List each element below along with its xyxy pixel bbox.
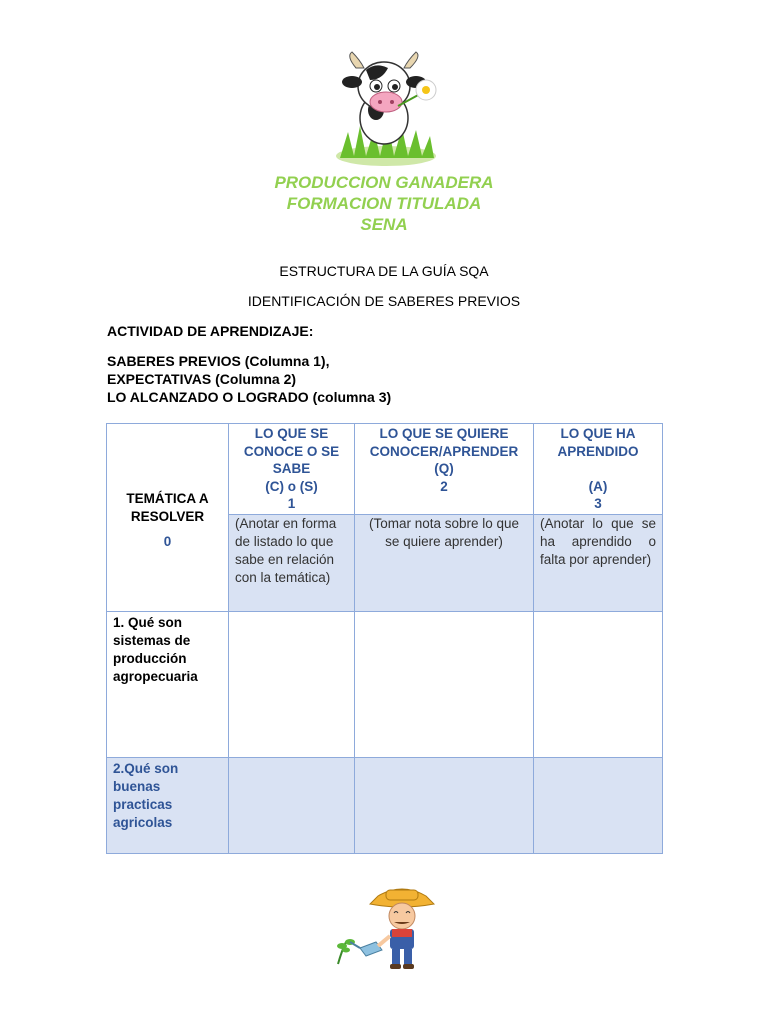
guide-title: ESTRUCTURA DE LA GUÍA SQA bbox=[279, 263, 489, 279]
header-line: LO QUE HA bbox=[560, 426, 636, 441]
activity-line: SABERES PREVIOS (Columna 1), bbox=[107, 353, 330, 369]
activity-label: ACTIVIDAD DE APRENDIZAJE: bbox=[107, 323, 314, 339]
tematica-number: 0 bbox=[163, 534, 172, 549]
note-known: (Anotar en forma de listado lo que sabe en relación con la temática) bbox=[229, 515, 355, 612]
title-line: FORMACION TITULADA bbox=[286, 194, 482, 213]
answer-cell[interactable] bbox=[534, 612, 663, 758]
header-line: (C) o (S) bbox=[265, 478, 318, 494]
tematica-header-cell bbox=[107, 424, 229, 612]
header-line: 3 bbox=[594, 496, 602, 511]
note-learned: (Anotar lo que se ha aprendido o falta por aprender) bbox=[534, 515, 663, 612]
note-want: (Tomar nota sobre lo que se quiere aprender) bbox=[355, 515, 534, 612]
header-line: LO QUE SE QUIERE bbox=[379, 426, 509, 441]
document-title bbox=[0, 172, 768, 235]
answer-cell[interactable] bbox=[534, 758, 663, 854]
header-line: LO QUE SE bbox=[254, 426, 329, 441]
header-line: SABE bbox=[272, 461, 311, 476]
header-line: 2 bbox=[440, 478, 448, 494]
header-line: (A) bbox=[588, 478, 608, 494]
answer-cell[interactable] bbox=[355, 612, 534, 758]
row-label-1: 1. Qué son sistemas de producción agropecuaria bbox=[107, 612, 229, 758]
guide-subtitle: IDENTIFICACIÓN DE SABERES PREVIOS bbox=[247, 293, 521, 309]
title-line: SENA bbox=[360, 215, 408, 234]
header-line: CONOCER/APRENDER bbox=[369, 443, 519, 459]
answer-cell[interactable] bbox=[229, 612, 355, 758]
header-spacer bbox=[540, 460, 656, 478]
activity-line: LO ALCANZADO O LOGRADO (columna 3) bbox=[107, 389, 392, 405]
header-line: APRENDIDO bbox=[557, 443, 639, 459]
title-line: PRODUCCION GANADERA bbox=[274, 173, 494, 192]
sqa-table bbox=[106, 423, 663, 854]
header-line: 1 bbox=[287, 496, 296, 511]
column-header-learned bbox=[534, 424, 663, 515]
column-header-want bbox=[355, 424, 534, 515]
header-line: CONOCE O SE bbox=[243, 443, 340, 459]
tematica-label: TEMÁTICA A RESOLVER bbox=[126, 491, 209, 524]
header-line: (Q) bbox=[434, 461, 454, 476]
answer-cell[interactable] bbox=[229, 758, 355, 854]
row-label-2: 2.Qué son buenas practicas agricolas bbox=[107, 758, 229, 854]
answer-cell[interactable] bbox=[355, 758, 534, 854]
column-header-known bbox=[229, 424, 355, 515]
activity-line: EXPECTATIVAS (Columna 2) bbox=[107, 371, 297, 387]
cow-mascot-image bbox=[326, 46, 446, 168]
farmer-watering-plant-image bbox=[330, 886, 442, 972]
